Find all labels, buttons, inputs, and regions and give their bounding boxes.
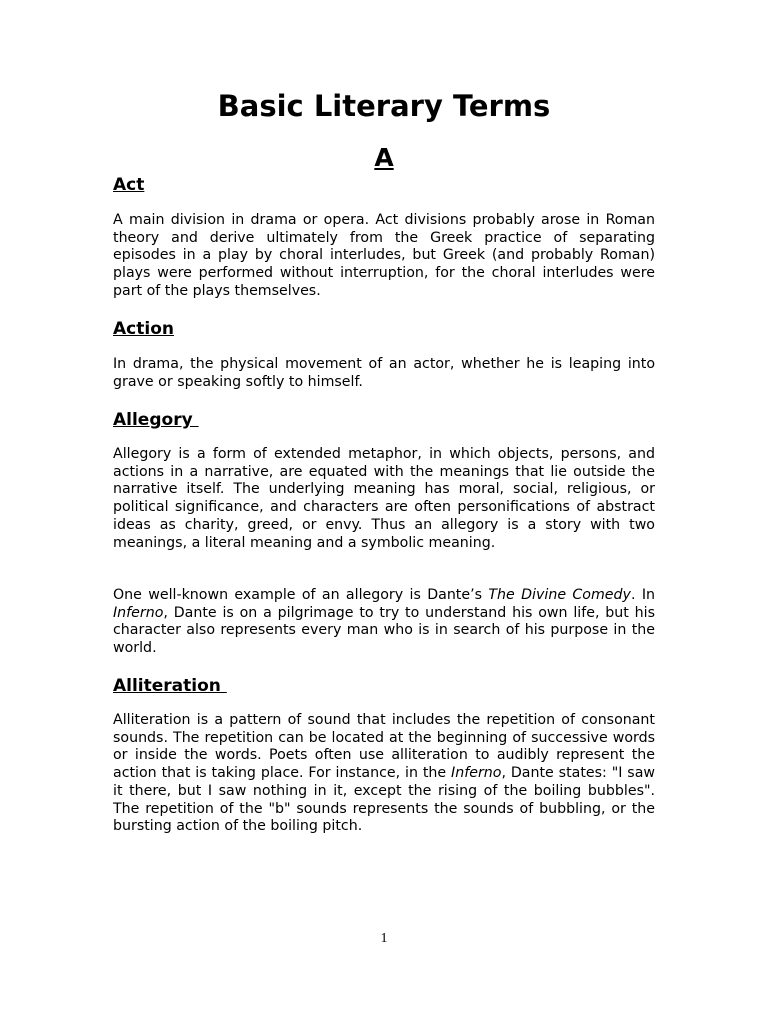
term-definition-act: A main division in drama or opera. Act divisions probably arose in Roman theory and derive ultimately from the Greek practice of separating episodes in a play by choral interludes, but Greek (and probably Roman) plays were performed without interruption, for the choral interludes were part of the plays themselves. (113, 212, 655, 299)
work-title: Inferno (113, 604, 164, 621)
page-number: 1 (380, 931, 388, 946)
example-text: One well-known example of an allegory is Dante’s (113, 587, 489, 603)
term-heading-allegory: Allegory (113, 410, 199, 430)
example-text: , Dante is on a pilgrimage to try to understand his own life, but his character also represents every man who is in search of his purpose in the world. (113, 604, 655, 657)
definition-text: , Dante states: "I saw it there, but I saw nothing in it, except the rising of the boiling bubbles". The repetition of the "b" sounds represents the sounds of bubbling, or the bursting action of the boiling pitch. (113, 765, 655, 835)
definition-text: Alliteration is a pattern of sound that includes the repetition of consonant sounds. The repetition can be located at the beginning of successive words or inside the words. Poets often use alliteration to audibly represent the action that is taking place. For instance, in the (113, 712, 655, 782)
term-heading-action: Action (113, 319, 174, 339)
term-heading-act: Act (113, 175, 145, 195)
work-title: The Divine Comedy (488, 587, 631, 603)
term-definition-allegory: Allegory is a form of extended metaphor, in which objects, persons, and actions in a narrative, are equated with the meanings that lie outside the narrative itself. The underlying meaning has moral, social, religious, or political significance, and characters are often personifications of abstract ideas as charity, greed, or envy. Thus an allegory is a story with two meanings, a literal meaning and a symbolic meaning. (113, 446, 655, 551)
term-definition-action: In drama, the physical movement of an actor, whether he is leaping into grave or speaking softly to himself. (113, 356, 655, 390)
work-title: Inferno (451, 765, 502, 782)
term-heading-alliteration: Alliteration (113, 676, 227, 696)
example-text: . In (630, 587, 655, 603)
section-letter: A (374, 143, 394, 172)
term-example-allegory (113, 587, 655, 658)
page-title: Basic Literary Terms (217, 89, 551, 123)
term-definition-alliteration (113, 712, 655, 836)
